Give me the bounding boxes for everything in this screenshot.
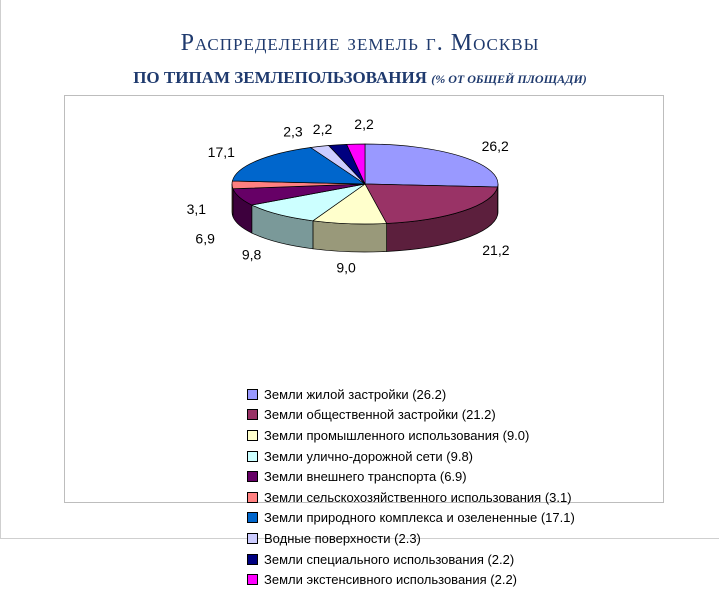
- chart-area: [64, 95, 664, 503]
- legend-swatch: [247, 471, 258, 482]
- chart-legend: [247, 384, 575, 590]
- legend-label: Водные поверхности (2.3): [264, 531, 421, 546]
- data-label-8: 2,2: [313, 121, 333, 137]
- data-label-5: 3,1: [187, 201, 207, 217]
- data-label-4: 6,9: [195, 230, 215, 246]
- legend-swatch: [247, 451, 258, 462]
- pie-slices: [232, 144, 498, 224]
- legend-swatch: [247, 533, 258, 544]
- legend-label: Земли жилой застройки (26.2): [264, 387, 446, 402]
- subtitle-main: ПО ТИПАМ ЗЕМЛЕПОЛЬЗОВАНИЯ: [133, 68, 427, 87]
- pie-slice-0: [365, 144, 498, 187]
- legend-swatch: [247, 409, 258, 420]
- slide-title: Распределение земель г. Москвы: [0, 30, 720, 57]
- data-label-1: 21,2: [482, 242, 509, 258]
- legend-swatch: [247, 389, 258, 400]
- legend-label: Земли внешнего транспорта (6.9): [264, 469, 467, 484]
- legend-label: Земли сельскохозяйственного использования (3.1): [264, 490, 572, 505]
- subtitle-note: (% ОТ ОБЩЕЙ ПЛОЩАДИ): [431, 72, 587, 86]
- data-label-2: 9,0: [336, 260, 356, 276]
- legend-item: [247, 569, 575, 590]
- legend-swatch: [247, 512, 258, 523]
- legend-label: Земли общественной застройки (21.2): [264, 407, 496, 422]
- legend-label: Земли экстенсивного использования (2.2): [264, 572, 517, 587]
- legend-swatch: [247, 430, 258, 441]
- pie-side-2: [313, 221, 387, 252]
- data-label-6: 17,1: [208, 144, 235, 160]
- legend-swatch: [247, 574, 258, 585]
- legend-swatch: [247, 492, 258, 503]
- legend-swatch: [247, 554, 258, 565]
- data-label-0: 26,2: [482, 138, 509, 154]
- data-label-9: 2,2: [354, 116, 374, 132]
- legend-item: [247, 549, 575, 570]
- data-label-7: 2,3: [283, 123, 303, 139]
- legend-item: [247, 425, 575, 446]
- data-label-3: 9,8: [242, 246, 262, 262]
- legend-item: [247, 405, 575, 426]
- legend-label: Земли специального использования (2.2): [264, 552, 514, 567]
- legend-item: [247, 508, 575, 529]
- legend-item: [247, 446, 575, 467]
- legend-item: [247, 487, 575, 508]
- slide-subtitle: [0, 68, 720, 88]
- legend-label: Земли промышленного использования (9.0): [264, 428, 529, 443]
- legend-item: [247, 466, 575, 487]
- legend-label: Земли природного комплекса и озелененные (17.1): [264, 510, 575, 525]
- legend-item: [247, 528, 575, 549]
- legend-item: [247, 384, 575, 405]
- legend-label: Земли улично-дорожной сети (9.8): [264, 449, 473, 464]
